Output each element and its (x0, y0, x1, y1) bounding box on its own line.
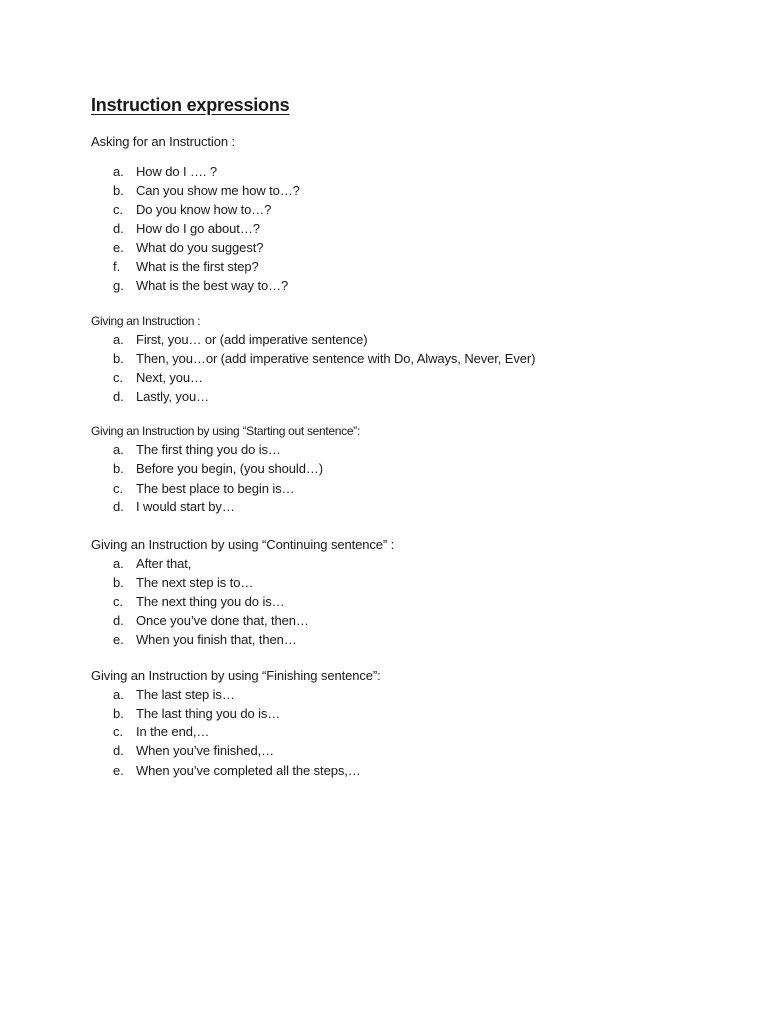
list-item-text: I would start by… (136, 499, 235, 514)
section-heading-giving: Giving an Instruction : (91, 314, 201, 328)
list-item-text: Next, you… (136, 370, 203, 385)
list-marker: d. (113, 613, 124, 628)
list-item-text: First, you… or (add imperative sentence) (136, 332, 368, 347)
list-marker: c. (113, 481, 124, 496)
list-item-text: The last thing you do is… (136, 706, 281, 721)
list-item-text: The first thing you do is… (136, 442, 281, 457)
document-title: Instruction expressions (91, 95, 290, 115)
list-item-text: What do you suggest? (136, 240, 264, 255)
list-marker: e. (113, 763, 124, 778)
section-heading-finishing: Giving an Instruction by using “Finishing sentence”: (91, 668, 381, 683)
list-marker: g. (113, 278, 124, 293)
list-item-text: Before you begin, (you should…) (136, 461, 323, 476)
list-marker: b. (113, 183, 124, 198)
list-marker: d. (113, 743, 124, 758)
list-marker: e. (113, 632, 124, 647)
list-item-text: The next thing you do is… (136, 594, 285, 609)
list-item-text: The best place to begin is… (136, 481, 295, 496)
list-item-text: What is the best way to…? (136, 278, 289, 293)
list-marker: c. (113, 724, 124, 739)
list-marker: a. (113, 332, 124, 347)
list-marker: a. (113, 687, 124, 702)
list-marker: d. (113, 389, 124, 404)
list-item-text: After that, (136, 556, 192, 571)
list-item-text: When you’ve completed all the steps,… (136, 763, 361, 778)
list-item-text: When you finish that, then… (136, 632, 297, 647)
list-item-text: Do you know how to…? (136, 202, 272, 217)
list-marker: a. (113, 164, 124, 179)
list-marker: b. (113, 575, 124, 590)
list-item-text: The last step is… (136, 687, 235, 702)
list-item-text: Can you show me how to…? (136, 183, 300, 198)
list-item-text: When you’ve finished,… (136, 743, 274, 758)
list-item-text: How do I go about…? (136, 221, 260, 236)
section-heading-starting-out: Giving an Instruction by using “Starting out sentence”: (91, 424, 360, 438)
list-item-text: Lastly, you… (136, 389, 209, 404)
list-marker: e. (113, 240, 124, 255)
list-item-text: Once you’ve done that, then… (136, 613, 309, 628)
list-item-text: How do I …. ? (136, 164, 218, 179)
list-marker: d. (113, 499, 124, 514)
list-marker: b. (113, 706, 124, 721)
list-item-text: In the end,… (136, 724, 210, 739)
list-marker: c. (113, 594, 124, 609)
list-marker: c. (113, 202, 124, 217)
list-marker: b. (113, 461, 124, 476)
list-marker: d. (113, 221, 124, 236)
section-heading-continuing: Giving an Instruction by using “Continuing sentence” : (91, 537, 395, 552)
list-item-text: The next step is to… (136, 575, 254, 590)
list-marker: a. (113, 442, 124, 457)
list-item-text: Then, you…or (add imperative sentence with Do, Always, Never, Ever) (136, 351, 536, 366)
list-marker: c. (113, 370, 124, 385)
section-heading-asking: Asking for an Instruction : (91, 134, 235, 149)
list-marker: f. (113, 259, 121, 274)
list-marker: b. (113, 351, 124, 366)
list-item-text: What is the first step? (136, 259, 259, 274)
list-marker: a. (113, 556, 124, 571)
